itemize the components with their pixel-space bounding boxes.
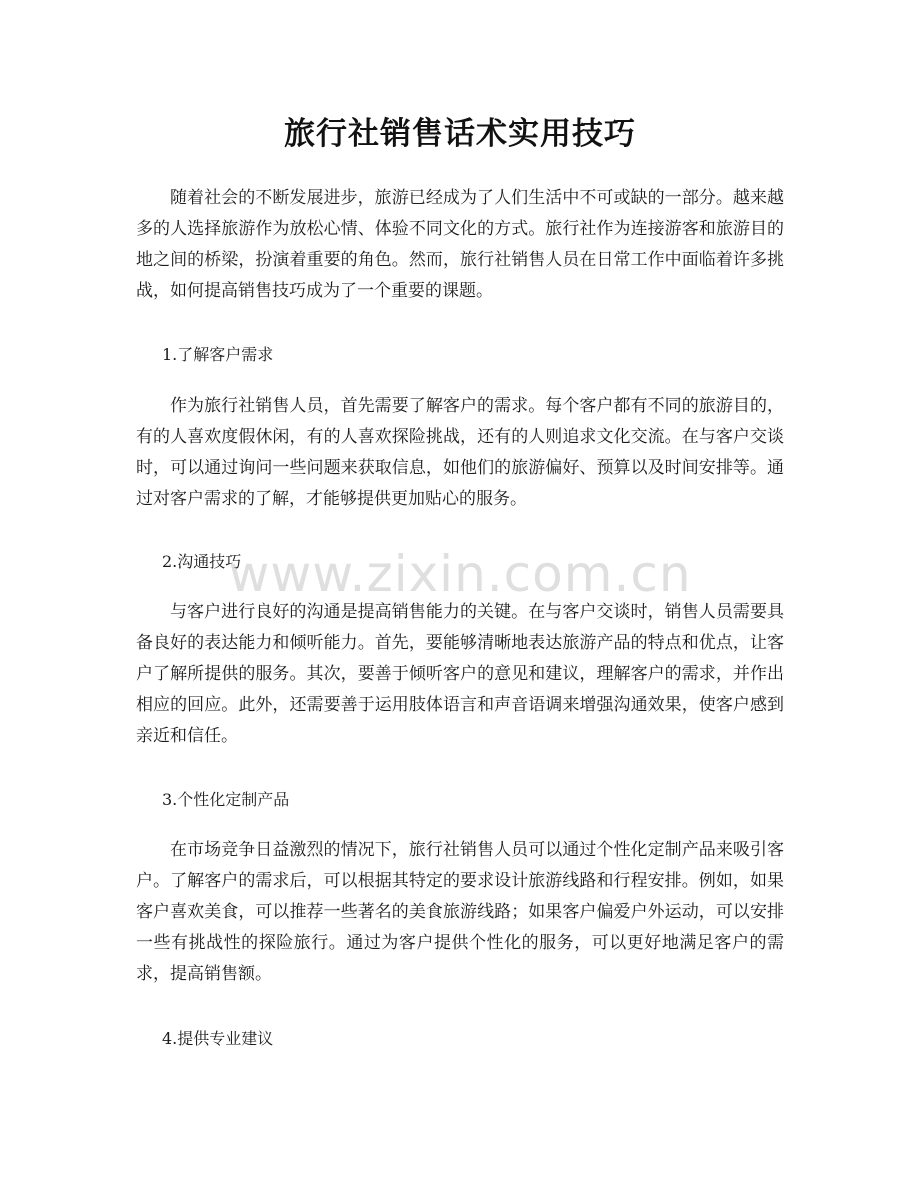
section-body-2: 与客户进行良好的沟通是提高销售能力的关键。在与客户交谈时，销售人员需要具备良好的表达能力和倾听能力。首先，要能够清晰地表达旅游产品的特点和优点，让客户了解所提供的服务。其次，要善于倾听客户的意见和建议，理解客户的需求，并作出相应的回应。此外，还需要善于运用肢体语言和声音语调来增强沟通效果，使客户感到亲近和信任。 [136,602,784,746]
watermark: www.zixin.com.cn [228,545,692,603]
intro-paragraph: 随着社会的不断发展进步，旅游已经成为了人们生活中不可或缺的一部分。越来越多的人选择旅游作为放松心情、体验不同文化的方式。旅行社作为连接游客和旅游目的地之间的桥梁，扮演着重要的角色。然而，旅行社销售人员在日常工作中面临着许多挑战，如何提高销售技巧成为了一个重要的课题。 [136,188,784,301]
section-heading-2: 2.沟通技巧 [162,552,242,571]
section-heading-3: 3.个性化定制产品 [162,790,290,809]
section-body-1: 作为旅行社销售人员，首先需要了解客户的需求。每个客户都有不同的旅游目的，有的人喜欢度假休闲，有的人喜欢探险挑战，还有的人则追求文化交流。在与客户交谈时，可以通过询问一些问题来获取信息，如他们的旅游偏好、预算以及时间安排等。通过对客户需求的了解，才能够提供更加贴心的服务。 [136,396,784,509]
section-heading-1: 1.了解客户需求 [162,345,274,364]
section-heading-4: 4.提供专业建议 [162,1029,274,1048]
section-body-3: 在市场竞争日益激烈的情况下，旅行社销售人员可以通过个性化定制产品来吸引客户。了解客户的需求后，可以根据其特定的要求设计旅游线路和行程安排。例如，如果客户喜欢美食，可以推荐一些著名的美食旅游线路；如果客户偏爱户外运动，可以安排一些有挑战性的探险旅行。通过为客户提供个性化的服务，可以更好地满足客户的需求，提高销售额。 [136,840,784,984]
page-title: 旅行社销售话术实用技巧 [284,116,636,152]
